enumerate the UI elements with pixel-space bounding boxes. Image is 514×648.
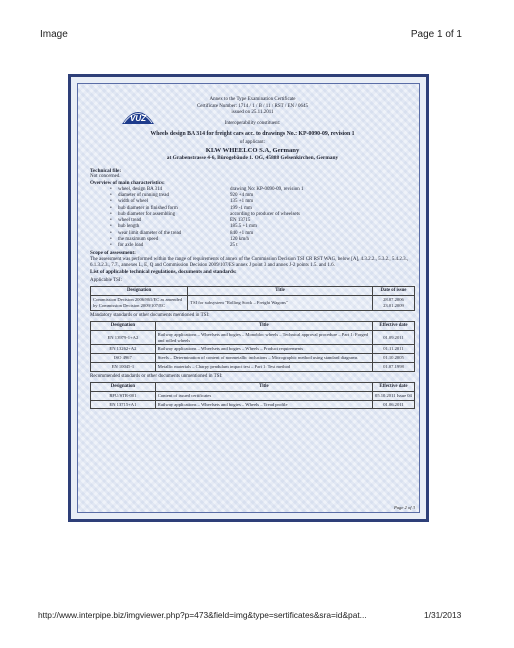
- certificate-page: [68, 74, 429, 522]
- table-cell: EN 13979-1+A2: [91, 330, 156, 344]
- table-cell: 01.11.2011: [372, 345, 414, 354]
- list-item: • diameter of running tread 920 +4 mm: [110, 193, 254, 199]
- table-header-row: [91, 382, 415, 391]
- table-cell: EN 10045-1: [91, 362, 156, 371]
- list-label: List of applicable technical regulations, documents and standards:: [90, 269, 237, 276]
- table-cell: Railway applications – Wheelsets and bogies – Wheels – Product requirements: [155, 345, 372, 354]
- table-cell: 01.07.1998: [372, 362, 414, 371]
- technical-file-value: Not concerned.: [90, 174, 121, 180]
- table-cell: EN 13262+A2: [91, 345, 156, 354]
- technical-file-label: Technical file:: [90, 167, 122, 174]
- table-row: [91, 296, 415, 310]
- vuz-logo-text: VUZ: [130, 114, 146, 123]
- applicant-company: KLW WHEELCO S.A, Germany: [205, 146, 300, 154]
- certificate-border: [77, 83, 420, 513]
- column-header: Title: [188, 287, 373, 296]
- table-row: [91, 330, 415, 344]
- table-row: [91, 391, 415, 400]
- list-item: • the maximum speed 120 km/h: [110, 236, 250, 242]
- list-item: • width of wheel 135 +1 mm: [110, 199, 254, 205]
- table-row: [91, 400, 415, 409]
- mandatory-label: Mandatory standards or other documents mentioned in TSI:: [90, 312, 210, 318]
- table-row: [91, 345, 415, 354]
- certificate-number: Certificate Number: 1714 / 1 / B / 11 / RST / EN / 0645: [196, 103, 309, 109]
- of-applicant-label: of applicant:: [239, 140, 266, 146]
- column-header: Effective date: [372, 321, 414, 330]
- scope-text: The assessment was performed within the range of requirements of annex of the Commission Decision TSI CR RST WAG, below [A], 4.3.2.2., 5.3.2., 5.4.2.3., 6.1.3.2.3., 7.7., annexes L, E, Q and Commission Decision 2009/107/ES annex J point 3 and annex J-2 points 1.5. and 1.6.: [90, 256, 409, 269]
- certificate-content: [90, 94, 415, 409]
- table-cell: Content of issued certificates: [155, 391, 372, 400]
- print-footer-date: 1/31/2013: [424, 610, 462, 620]
- applicant-address: at Grabenstrasse 4-6, Bürogebäude 1. OG, 45888 Gelsenkirchen, Germany: [166, 154, 339, 161]
- table-cell: Railway applications – Wheelsets and bogies – Monobloc wheels – Technical approval procedure – Part 1: Forged and rolled wheels: [155, 330, 372, 344]
- list-item: • wear limit diameter of the tread 840 +1 mm: [110, 230, 254, 236]
- print-header-page-number: Page 1 of 1: [410, 29, 462, 40]
- table-cell: 01.09.2011: [372, 330, 414, 344]
- column-header: Designation: [91, 382, 156, 391]
- table-header-row: [91, 321, 415, 330]
- list-item: • hub diameter in finished form 199 -1 mm: [110, 205, 252, 211]
- column-header: Designation: [91, 321, 156, 330]
- characteristics-list: [110, 187, 415, 250]
- table-cell: Metallic materials – Charpy pendulum impact test – Part 1: Test method: [155, 362, 372, 371]
- constituent-label: Interoperability constituent:: [224, 120, 281, 126]
- table-cell: Steels – Determination of content of nonmetallic inclusions – Micrographic method using standard diagrams: [155, 354, 372, 363]
- overview-label: Overview of main characteristics:: [90, 180, 165, 187]
- recommended-label: Recommended standards or other documents unmentioned in TSI:: [90, 373, 223, 379]
- annex-line: Annex to the Type Examination Certificate: [209, 97, 296, 102]
- table-cell: 01.10.2005: [372, 354, 414, 363]
- list-item: • wheel, design BA 314 drawing No: KP-0090-09, revision 1: [110, 186, 304, 192]
- print-footer-url: http://www.interpipe.biz/imgviewer.php?p=473&field=img&type=sertificates&sra=id&pat...: [38, 610, 367, 620]
- table-row: [91, 362, 415, 371]
- list-item: • hub diameter for assembling according to producer of wheelsets: [110, 211, 300, 217]
- tsi-table: [90, 286, 415, 310]
- table-cell: 28.07.2006 23.01.2009: [372, 296, 414, 310]
- column-header: Title: [155, 321, 372, 330]
- certificate-page-number: Page 2 of 3: [393, 505, 415, 510]
- table-cell: RFU/STR-001: [91, 391, 156, 400]
- list-item: • wheel tread EN 13715: [110, 218, 251, 224]
- table-cell: Railway applications – Wheelsets and bogies – Wheels – Tread profile: [155, 400, 372, 409]
- applicable-tsi-label: Applicable TSI:: [90, 277, 122, 283]
- table-cell: TSI for subsystem "Rolling Stock – Freight Wagons": [188, 296, 373, 310]
- table-row: [91, 354, 415, 363]
- print-header-image-label: Image: [40, 29, 68, 40]
- table-cell: 05.10.2011 Issue 04: [372, 391, 414, 400]
- certificate-title: Wheels design BA 314 for freight cars acc. to drawings No.: KP-0090-09, revision 1: [150, 131, 355, 137]
- table-cell: ISO 4967: [91, 354, 156, 363]
- table-cell: Commission Decision 2006/861/EC as amended by Commission Decision 2009/107/EC: [91, 296, 188, 310]
- list-item: • for axle load 25 t: [110, 243, 238, 249]
- table-cell: 01.06.2011: [372, 400, 414, 409]
- recommended-table: [90, 382, 415, 409]
- issued-date: issued on 25.11.2011: [231, 110, 274, 115]
- table-cell: EN 13715+A1: [91, 400, 156, 409]
- column-header: Title: [155, 382, 372, 391]
- column-header: Designation: [91, 287, 188, 296]
- scope-label: Scope of assessment:: [90, 250, 136, 257]
- list-item: • hub length 185.5 +1 mm: [110, 224, 257, 230]
- table-header-row: [91, 287, 415, 296]
- column-header: Effective date: [372, 382, 414, 391]
- column-header: Date of issue: [372, 287, 414, 296]
- mandatory-table: [90, 321, 415, 372]
